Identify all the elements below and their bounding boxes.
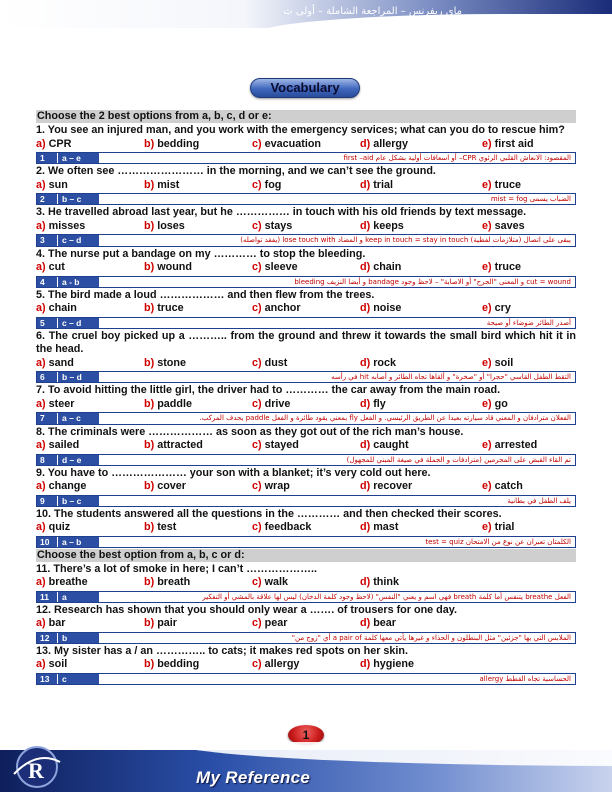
question-text: 2. We often see …………………… in the morning, and we can’t see the ground. (36, 165, 436, 177)
option-letter: a) (36, 261, 46, 273)
options-row (36, 302, 576, 316)
option-item[interactable] (252, 302, 360, 316)
option-item[interactable] (360, 220, 482, 234)
question-text: 11. There’s a lot of smoke in here; I can’t ……………….. (36, 562, 317, 575)
answer-explanation: التقط الطفل القاسي "حجرا" أو "صخرة" و ألقاها تجاه الطائر و أصابه hit في رأسه (99, 372, 575, 382)
answer-number: 3 (37, 235, 57, 246)
question-text: 1. You see an injured man, and you work with the emergency services; what can you do to rescue him? (36, 124, 565, 136)
option-letter: c) (252, 219, 262, 232)
option-letter: b) (144, 397, 155, 410)
option-letter: e) (482, 137, 492, 150)
option-item[interactable] (36, 398, 144, 412)
answer-key-row (36, 276, 576, 288)
option-letter: a) (36, 658, 46, 670)
option-letter: d) (360, 439, 371, 451)
option-item[interactable] (360, 261, 482, 275)
answer-key-row (36, 412, 576, 425)
option-text: bedding (157, 658, 200, 670)
option-letter: c) (252, 302, 262, 314)
option-item[interactable] (360, 576, 482, 590)
answer-key: c (57, 674, 99, 684)
worksheet-content (36, 109, 576, 686)
section-title-pill: Vocabulary (250, 78, 360, 98)
answer-explanation: يلف الطفل في بطانية (99, 496, 575, 506)
option-text: soil (48, 658, 68, 670)
answer-number: 12 (37, 633, 57, 643)
option-letter: b) (144, 219, 155, 232)
option-letter: c) (252, 397, 262, 410)
answer-key-row (36, 193, 576, 205)
option-letter: d) (360, 397, 371, 410)
option-letter: b) (144, 617, 155, 629)
option-item[interactable] (252, 398, 360, 412)
option-letter: a) (36, 219, 46, 232)
instruction-row (36, 110, 576, 123)
option-text: saves (494, 219, 525, 232)
option-text: truce (494, 261, 522, 273)
answer-key: b (57, 633, 99, 643)
option-item[interactable] (252, 261, 360, 275)
option-item[interactable] (482, 439, 576, 453)
answer-key-row (36, 495, 576, 507)
option-text: soil (494, 356, 514, 369)
question-text: 6. The cruel boy picked up a ……….. from the ground and threw it towards the small bird which hit it in the head. (36, 329, 576, 355)
option-text: truce (494, 178, 522, 191)
option-letter: b) (144, 302, 155, 314)
question-text: 10. The students answered all the questions in the ………… and then checked their scores. (36, 507, 502, 520)
answer-explanation: تم القاء القبض على المجرمين (مترادفات و الجملة في صيغة المبني للمجهول) (99, 455, 575, 465)
option-text: sun (48, 178, 68, 191)
option-text: arrested (494, 439, 538, 451)
option-item[interactable] (144, 480, 252, 494)
option-letter: d) (360, 576, 371, 588)
answer-key: b – c (57, 194, 99, 204)
options-row (36, 576, 576, 590)
question-text: 12. Research has shown that you should only wear a ……. of trousers for one day. (36, 603, 457, 616)
answer-key-row (36, 371, 576, 383)
option-text: steer (48, 397, 75, 410)
option-letter: b) (144, 439, 155, 451)
option-item[interactable] (36, 261, 144, 275)
option-item[interactable] (360, 179, 482, 193)
option-item[interactable] (482, 261, 576, 275)
option-text: stayed (264, 439, 299, 451)
option-item[interactable] (36, 439, 144, 453)
instruction-text: Choose the best option from a, b, c or d: (36, 549, 576, 562)
option-text: breath (157, 576, 191, 588)
svg-text:R: R (28, 758, 44, 783)
answer-number: 13 (37, 674, 57, 684)
options-row (36, 521, 576, 535)
option-item[interactable] (36, 521, 144, 535)
my-reference-logo-icon (6, 744, 68, 790)
option-text: stone (157, 356, 186, 369)
option-text: bedding (157, 137, 200, 150)
option-item[interactable] (144, 302, 252, 316)
option-item[interactable] (36, 576, 144, 590)
option-letter: e) (482, 439, 492, 451)
answer-explanation: أصدر الطائر ضوضاء أو صيحة (99, 318, 575, 328)
option-text: wound (157, 261, 192, 273)
answer-key: a – e (57, 153, 99, 163)
option-text: allergy (264, 658, 300, 670)
option-item[interactable] (144, 617, 252, 631)
option-text: stays (264, 219, 293, 232)
option-text: loses (157, 219, 185, 232)
option-letter: c) (252, 617, 262, 629)
option-letter: e) (482, 302, 492, 314)
option-text: hygiene (373, 658, 415, 670)
answer-key: c – d (57, 318, 99, 328)
answer-number: 5 (37, 318, 57, 328)
options-row (36, 439, 576, 453)
option-letter: d) (360, 137, 371, 150)
option-item[interactable] (482, 302, 576, 316)
option-item[interactable] (360, 439, 482, 453)
option-item[interactable] (252, 480, 360, 494)
option-text: dust (264, 356, 288, 369)
option-item[interactable] (36, 302, 144, 316)
option-letter: b) (144, 658, 155, 670)
option-text: test (157, 521, 177, 533)
option-text: rock (373, 356, 397, 369)
option-text: drive (264, 397, 291, 410)
option-letter: a) (36, 480, 46, 492)
answer-number: 7 (37, 413, 57, 424)
option-letter: d) (360, 617, 371, 629)
answer-explanation: الضباب يسمى mist = fog (99, 194, 575, 204)
header-band (0, 0, 612, 30)
option-letter: b) (144, 137, 155, 150)
options-row (36, 658, 576, 672)
option-letter: c) (252, 658, 262, 670)
answer-key: c – d (57, 235, 99, 246)
option-text: chain (373, 261, 402, 273)
option-letter: c) (252, 439, 262, 451)
option-item[interactable] (360, 617, 482, 631)
option-item[interactable] (360, 302, 482, 316)
options-row (36, 480, 576, 494)
option-text: keeps (373, 219, 404, 232)
option-text: wrap (264, 480, 290, 492)
option-text: go (494, 397, 508, 410)
option-letter: e) (482, 480, 492, 492)
option-text: mist (157, 178, 180, 191)
answer-key: b – d (57, 372, 99, 382)
answer-key-row (36, 454, 576, 466)
option-text: feedback (264, 521, 312, 533)
option-letter: b) (144, 178, 155, 191)
question-text: 5. The bird made a loud ……………… and then flew from the trees. (36, 288, 375, 301)
answer-number: 10 (37, 537, 57, 547)
option-text: attracted (157, 439, 203, 451)
option-letter: e) (482, 219, 492, 232)
option-text: cry (494, 302, 511, 314)
option-text: noise (373, 302, 402, 314)
option-letter: b) (144, 521, 155, 533)
option-item[interactable] (482, 138, 576, 152)
option-text: first aid (494, 137, 534, 150)
answer-number: 9 (37, 496, 57, 506)
option-item[interactable] (360, 398, 482, 412)
option-item[interactable] (482, 357, 576, 371)
answer-key: a – c (57, 413, 99, 424)
option-letter: a) (36, 137, 46, 150)
answer-key: b – c (57, 496, 99, 506)
option-letter: b) (144, 356, 155, 369)
options-row (36, 261, 576, 275)
option-letter: e) (482, 397, 492, 410)
option-text: trial (373, 178, 394, 191)
question-text: 7. To avoid hitting the little girl, the driver had to ………… the car away from the main road. (36, 384, 501, 396)
option-text: quiz (48, 521, 71, 533)
answer-number: 4 (37, 277, 57, 287)
footer-band (0, 742, 612, 792)
option-text: recover (373, 480, 413, 492)
option-letter: e) (482, 178, 492, 191)
option-item[interactable] (482, 220, 576, 234)
option-text: mast (373, 521, 399, 533)
option-text: caught (373, 439, 409, 451)
option-letter: d) (360, 219, 371, 232)
option-item[interactable] (252, 521, 360, 535)
option-item[interactable] (144, 261, 252, 275)
option-item[interactable] (252, 439, 360, 453)
option-text: misses (48, 219, 86, 232)
option-item[interactable] (36, 138, 144, 152)
option-letter: e) (482, 261, 492, 273)
answer-key-row (36, 152, 576, 164)
question-text: 4. The nurse put a bandage on my ………… to stop the bleeding. (36, 247, 366, 260)
option-item[interactable] (36, 357, 144, 371)
page-number: 1 (288, 725, 324, 745)
answer-key-row (36, 234, 576, 247)
option-item[interactable] (252, 357, 360, 371)
answer-key-row (36, 536, 576, 548)
option-item[interactable] (360, 658, 482, 672)
option-letter: b) (144, 261, 155, 273)
option-item[interactable] (144, 357, 252, 371)
option-text: fog (264, 178, 282, 191)
option-item[interactable] (144, 439, 252, 453)
answer-explanation: الحساسية تجاه القطط allergy (99, 674, 575, 684)
option-item[interactable] (360, 521, 482, 535)
option-text: paddle (157, 397, 192, 410)
option-text: breathe (48, 576, 88, 588)
option-text: bear (373, 617, 397, 629)
question-text: 3. He travelled abroad last year, but he …………… in touch with his old friends by text message. (36, 206, 527, 218)
answer-key: a - b (57, 277, 99, 287)
answer-explanation: الكلمتان تعبران عن نوع من الامتحان test = quiz (99, 537, 575, 547)
answer-number: 6 (37, 372, 57, 382)
option-item[interactable] (482, 179, 576, 193)
option-text: fly (373, 397, 386, 410)
option-text: think (373, 576, 399, 588)
answer-explanation: الفعلان مترادفان و المعني قاد سيارته بعيدا عن الطريق الرئيسي. و الفعل fly بمعني يقود طائرة و الفعل paddle يجدف المركب. (99, 413, 575, 424)
options-row (36, 357, 576, 371)
answer-number: 8 (37, 455, 57, 465)
option-text: truce (157, 302, 184, 314)
option-text: chain (48, 302, 77, 314)
option-item[interactable] (252, 138, 360, 152)
header-title: ماي ريفرنس – المراجعة الشاملة – أولى ث (283, 6, 462, 17)
option-letter: a) (36, 617, 46, 629)
option-text: change (48, 480, 87, 492)
options-row (36, 138, 576, 152)
option-item[interactable] (482, 521, 576, 535)
option-item[interactable] (252, 658, 360, 672)
option-item[interactable] (360, 138, 482, 152)
option-text: evacuation (264, 137, 322, 150)
option-item[interactable] (144, 521, 252, 535)
option-letter: c) (252, 480, 262, 492)
option-item[interactable] (36, 220, 144, 234)
option-item[interactable] (144, 576, 252, 590)
option-text: sleeve (264, 261, 298, 273)
answer-key: a – b (57, 537, 99, 547)
option-letter: c) (252, 178, 262, 191)
answer-number: 2 (37, 194, 57, 204)
answer-explanation: الملابس التي بها "جزئين" مثل البنطلون و الحذاء و غيرها يأتي معها كلمة a pair of أي "زوج من" (99, 633, 575, 643)
option-text: bar (48, 617, 66, 629)
option-text: trial (494, 521, 515, 533)
option-text: catch (494, 480, 523, 492)
answer-explanation: الفعل breathe يتنفس أما كلمة breath فهي اسم و يعني "النفس" (لاحظ وجود كلمة الدخان) ليس لها علاقة بالمشي أو التفكير (99, 592, 575, 602)
option-letter: d) (360, 480, 371, 492)
option-item[interactable] (144, 220, 252, 234)
option-item[interactable] (252, 179, 360, 193)
option-letter: c) (252, 261, 262, 273)
option-text: walk (264, 576, 289, 588)
instruction-text: Choose the 2 best options from a, b, c, d or e: (36, 110, 576, 123)
option-letter: c) (252, 576, 262, 588)
question-text: 9. You have to ………………… your son with a blanket; it’s very cold out here. (36, 466, 431, 479)
option-item[interactable] (144, 398, 252, 412)
option-letter: a) (36, 397, 46, 410)
option-letter: d) (360, 356, 371, 369)
answer-explanation: يبقى على اتصال (متلازمات لفظية) keep in touch = stay in touch و المضاد lose touch with (يفقد تواصله) (99, 235, 575, 246)
answer-key-row (36, 317, 576, 329)
option-letter: b) (144, 576, 155, 588)
option-letter: d) (360, 658, 371, 670)
instruction-row (36, 549, 576, 562)
option-item[interactable] (482, 398, 576, 412)
option-letter: c) (252, 356, 262, 369)
option-item[interactable] (252, 617, 360, 631)
option-letter: e) (482, 356, 492, 369)
option-text: cover (157, 480, 187, 492)
answer-explanation: cut = wound و المعنى "الجرح" أو الاصابة" – لاحظ وجود bandage و أيضا النزيف bleeding (99, 277, 575, 287)
option-item[interactable] (360, 357, 482, 371)
option-text: pair (157, 617, 178, 629)
option-letter: d) (360, 261, 371, 273)
option-text: allergy (373, 137, 409, 150)
answer-key: d – e (57, 455, 99, 465)
option-letter: a) (36, 356, 46, 369)
option-letter: d) (360, 521, 371, 533)
options-row (36, 220, 576, 234)
answer-key-row (36, 632, 576, 644)
option-letter: b) (144, 480, 155, 492)
option-letter: c) (252, 521, 262, 533)
option-letter: a) (36, 302, 46, 314)
option-text: anchor (264, 302, 301, 314)
footer-brand: My Reference (196, 768, 311, 787)
option-letter: a) (36, 576, 46, 588)
option-item[interactable] (252, 220, 360, 234)
option-letter: e) (482, 521, 492, 533)
question-text: 8. The criminals were ……………… as soon as they got out of the rich man’s house. (36, 425, 464, 438)
option-text: CPR (48, 137, 72, 150)
option-letter: a) (36, 521, 46, 533)
options-row (36, 617, 576, 631)
option-item[interactable] (360, 480, 482, 494)
answer-key-row (36, 673, 576, 685)
option-letter: d) (360, 178, 371, 191)
option-item[interactable] (252, 576, 360, 590)
option-letter: a) (36, 439, 46, 451)
option-item[interactable] (36, 179, 144, 193)
option-text: sand (48, 356, 74, 369)
option-item[interactable] (144, 658, 252, 672)
option-item[interactable] (36, 480, 144, 494)
answer-number: 11 (37, 592, 57, 602)
option-text: sailed (48, 439, 80, 451)
question-text: 13. My sister has a / an ………….. to cats; it makes red spots on her skin. (36, 644, 409, 657)
option-item[interactable] (36, 658, 144, 672)
option-letter: c) (252, 137, 262, 150)
answer-number: 1 (37, 153, 57, 163)
option-item[interactable] (144, 138, 252, 152)
options-row (36, 398, 576, 412)
option-letter: a) (36, 178, 46, 191)
options-row (36, 179, 576, 193)
answer-explanation: المقصود: الانعاش القلبي الرئوي CPR– أو اسعافات أولية بشكل عام first –aid (99, 153, 575, 163)
option-item[interactable] (36, 617, 144, 631)
option-letter: d) (360, 302, 371, 314)
answer-key-row (36, 591, 576, 603)
answer-key: a (57, 592, 99, 602)
option-text: cut (48, 261, 65, 273)
option-item[interactable] (482, 480, 576, 494)
option-item[interactable] (144, 179, 252, 193)
option-text: pear (264, 617, 288, 629)
